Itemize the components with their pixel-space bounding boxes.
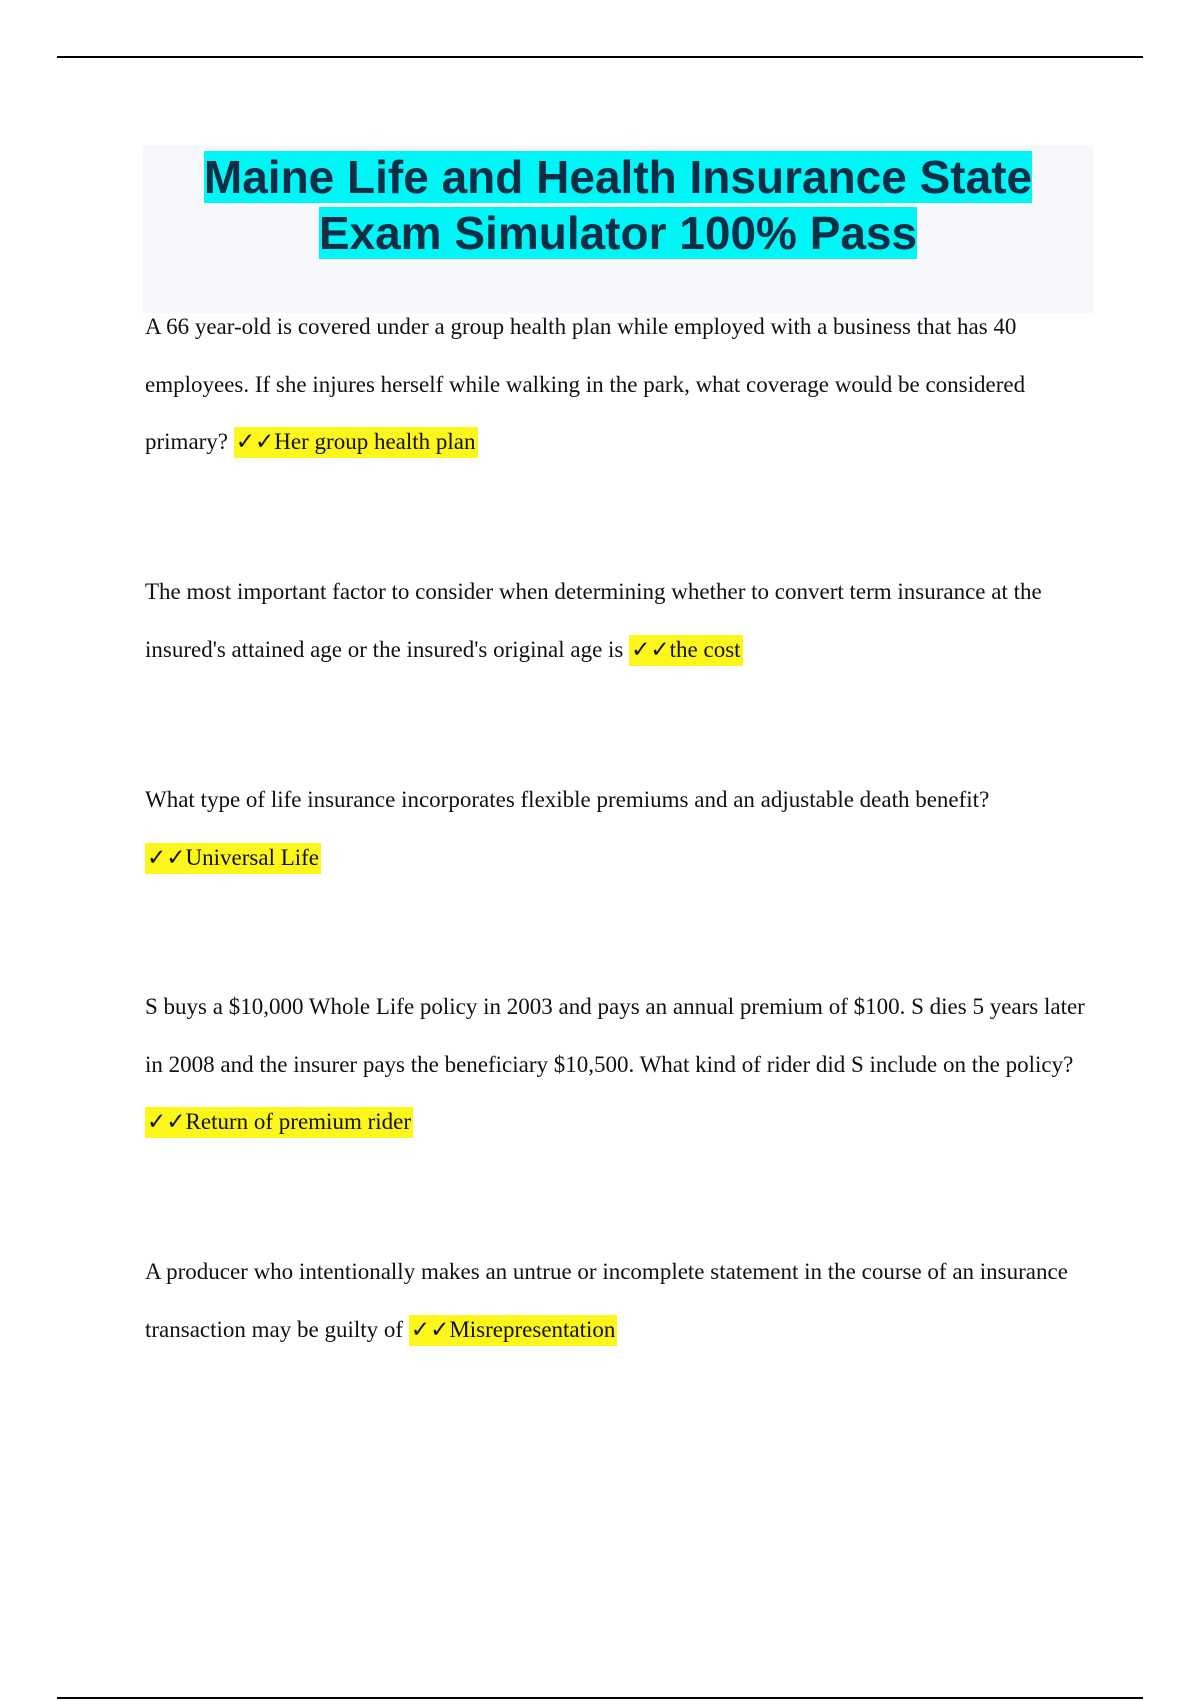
qa-item-1 (145, 298, 1095, 471)
document-title-line-1: Maine Life and Health Insurance State (203, 151, 1033, 203)
answer-highlight: ✓✓Universal Life (145, 843, 321, 874)
question-text: S buys a $10,000 Whole Life policy in 2003 and pays an annual premium of $100. S dies 5 years later in 2008 and the insurer pays the beneficiary $10,500. What kind of rider did S include on the policy? (145, 994, 1085, 1077)
qa-item-5 (145, 1243, 1095, 1358)
answer-highlight: ✓✓the cost (629, 635, 742, 666)
answer-highlight: ✓✓Return of premium rider (145, 1107, 413, 1138)
footer-rule (57, 1697, 1143, 1699)
title-block (143, 145, 1093, 313)
question-text: A 66 year-old is covered under a group health plan while employed with a business that has 40 employees. If she injures herself while walking in the park, what coverage would be considered primary? (145, 314, 1026, 454)
qa-item-2 (145, 563, 1095, 678)
question-text: A producer who intentionally makes an untrue or incomplete statement in the course of an insurance transaction may be guilty of (145, 1259, 1068, 1342)
question-text: The most important factor to consider when determining whether to convert term insurance at the insured's attained age or the insured's original age is (145, 579, 1042, 662)
answer-highlight: ✓✓Misrepresentation (409, 1315, 618, 1346)
question-text: What type of life insurance incorporates flexible premiums and an adjustable death benefit? (145, 787, 990, 812)
qa-item-4 (145, 978, 1095, 1151)
qa-item-3 (145, 771, 1095, 886)
answer-highlight: ✓✓Her group health plan (234, 427, 478, 458)
header-rule (57, 56, 1143, 58)
document-title-line-2: Exam Simulator 100% Pass (318, 207, 918, 259)
